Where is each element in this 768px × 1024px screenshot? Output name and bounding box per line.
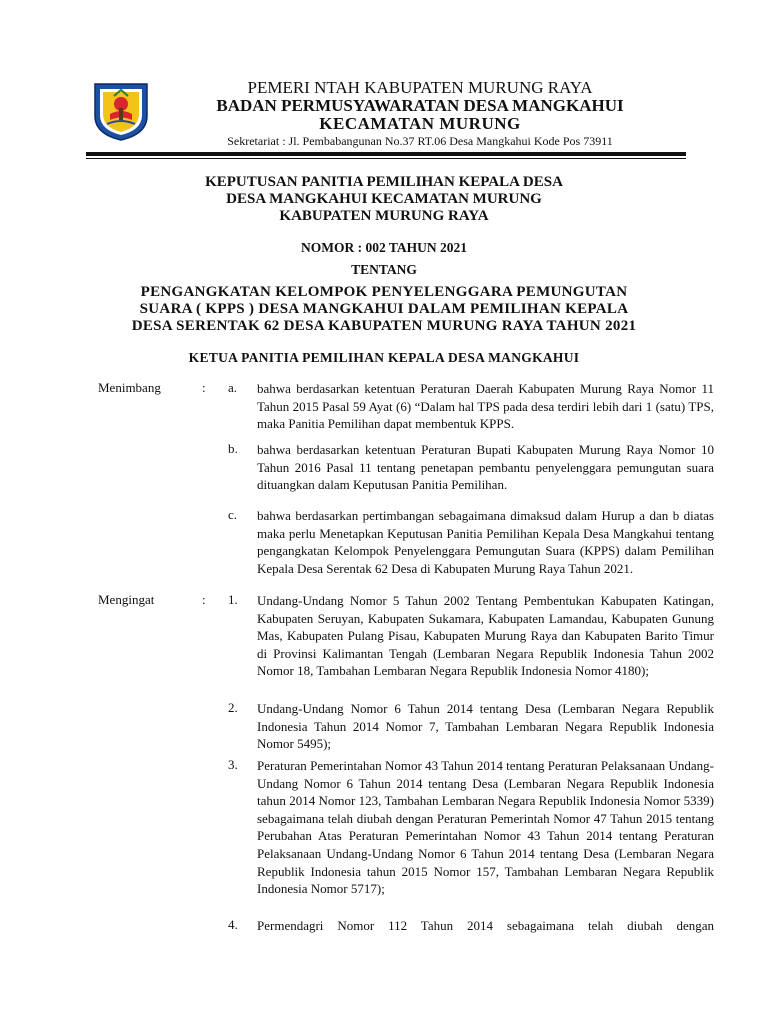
menimbang-item-text: bahwa berdasarkan pertimbangan sebagaimana dimaksud dalam Hurup a dan b diatas maka perlu Menetapkan Keputusan Panitia Pemilihan Kepala Desa Mangkahui tentang pengangkatan Kelompok Penyelenggara Pemungutan Suara (KPPS) dalam Pemilihan Kepala Desa Serentak 62 Desa di Kabupaten Murung Raya Tahun 2021. bbox=[257, 508, 714, 576]
decree-subject-line-1: PENGANGKATAN KELOMPOK PENYELENGGARA PEMUNGUTAN bbox=[140, 284, 628, 300]
decree-number: NOMOR : 002 TAHUN 2021 bbox=[301, 240, 467, 255]
mengingat-item-marker: 4. bbox=[228, 917, 238, 932]
menimbang-item-marker: a. bbox=[228, 380, 238, 395]
header-rule-thick bbox=[86, 152, 686, 156]
header-rule-thin bbox=[86, 158, 686, 159]
mengingat-item-text: Undang-Undang Nomor 5 Tahun 2002 Tentang Pembentukan Kabupaten Katingan, Kabupaten Seruyan, Kabupaten Sukamara, Kabupaten Lamandau, Kabupaten Gunung Mas, Kabupaten Pulang Pisau, Kabupaten Murung Raya dan Kabupaten Barito Timur di Provinsi Kalimantan Tengah (Lembaran Negara Republik Indonesia Tahun 2002 Nomor 18, Tambahan Lembaran Negara Republik Indonesia Nomor 4180); bbox=[257, 593, 714, 679]
menimbang-item-marker: c. bbox=[228, 507, 238, 522]
mengingat-label: Mengingat bbox=[98, 592, 155, 607]
menimbang-item-marker: b. bbox=[228, 441, 238, 456]
header-government-line: PEMERI NTAH KABUPATEN MURUNG RAYA bbox=[247, 78, 593, 97]
mengingat-item-marker: 2. bbox=[228, 700, 238, 715]
mengingat-colon: : bbox=[202, 592, 206, 607]
issuer-heading: KETUA PANITIA PEMILIHAN KEPALA DESA MANGKAHUI bbox=[188, 350, 580, 365]
menimbang-label: Menimbang bbox=[98, 380, 161, 395]
header-district-line: KECAMATAN MURUNG bbox=[319, 114, 521, 133]
mengingat-item-text: Permendagri Nomor 112 Tahun 2014 sebagaimana telah diubah dengan bbox=[257, 918, 714, 933]
menimbang-item-text: bahwa berdasarkan ketentuan Peraturan Bupati Kabupaten Murung Raya Nomor 10 Tahun 2016 Pasal 11 tentang penetapan pembantu penyelenggara pemungutan suara dituangkan dalam Keputusan Panitia Pemilihan. bbox=[257, 442, 714, 493]
menimbang-item-text: bahwa berdasarkan ketentuan Peraturan Daerah Kabupaten Murung Raya Nomor 11 Tahun 2015 Pasal 59 Ayat (6) “Dalam hal TPS pada desa terdiri lebih dari 1 (satu) TPS, maka Panitia Pemilihan dapat membentuk KPPS. bbox=[257, 381, 714, 432]
header-address: Sekretariat : Jl. Pembabangunan No.37 RT.06 Desa Mangkahui Kode Pos 73911 bbox=[227, 134, 613, 148]
mengingat-item-marker: 3. bbox=[228, 757, 238, 772]
regency-emblem-icon bbox=[92, 80, 150, 142]
decree-title-line-1: KEPUTUSAN PANITIA PEMILIHAN KEPALA DESA bbox=[205, 174, 563, 190]
menimbang-colon: : bbox=[202, 380, 206, 395]
decree-subject-line-3: DESA SERENTAK 62 DESA KABUPATEN MURUNG RAYA TAHUN 2021 bbox=[131, 318, 637, 334]
decree-title-line-3: KABUPATEN MURUNG RAYA bbox=[279, 208, 489, 224]
decree-about-label: TENTANG bbox=[351, 262, 417, 277]
mengingat-item-text: Undang-Undang Nomor 6 Tahun 2014 tentang Desa (Lembaran Negara Republik Indonesia Tahun 2014 Nomor 7, Tambahan Lembaran Negara Republik Indonesia Nomor 5495); bbox=[257, 701, 714, 752]
mengingat-item-marker: 1. bbox=[228, 592, 238, 607]
decree-subject-line-2: SUARA ( KPPS ) DESA MANGKAHUI DALAM PEMILIHAN KEPALA bbox=[139, 301, 629, 317]
header-institution-line: BADAN PERMUSYAWARATAN DESA MANGKAHUI bbox=[216, 96, 624, 115]
decree-title-line-2: DESA MANGKAHUI KECAMATAN MURUNG bbox=[226, 191, 542, 207]
mengingat-item-text: Peraturan Pemerintahan Nomor 43 Tahun 2014 tentang Peraturan Pelaksanaan Undang-Undang Nomor 6 Tahun 2014 tentang Desa (Lembaran Negara Republik Indonesia tahun 2014 Nomor 123, Tambahan Lembaran Negara Republik Indonesia Nomor 5339) sebagaimana telah diubah dengan Peraturan Pemerintah Nomor 47 Tahun 2015 tentang Perubahan Atas Peraturan Pemerintahan Nomor 43 Tahun 2014 tentang Peraturan Pelaksanaan Undang-Undang Nomor 6 Tahun 2014 tentang Desa (Lembaran Negara Republik Indonesia tahun 2015 Nomor 157, Tambahan Lembaran Negara Republik Indonesia Nomor 5717); bbox=[257, 758, 714, 897]
